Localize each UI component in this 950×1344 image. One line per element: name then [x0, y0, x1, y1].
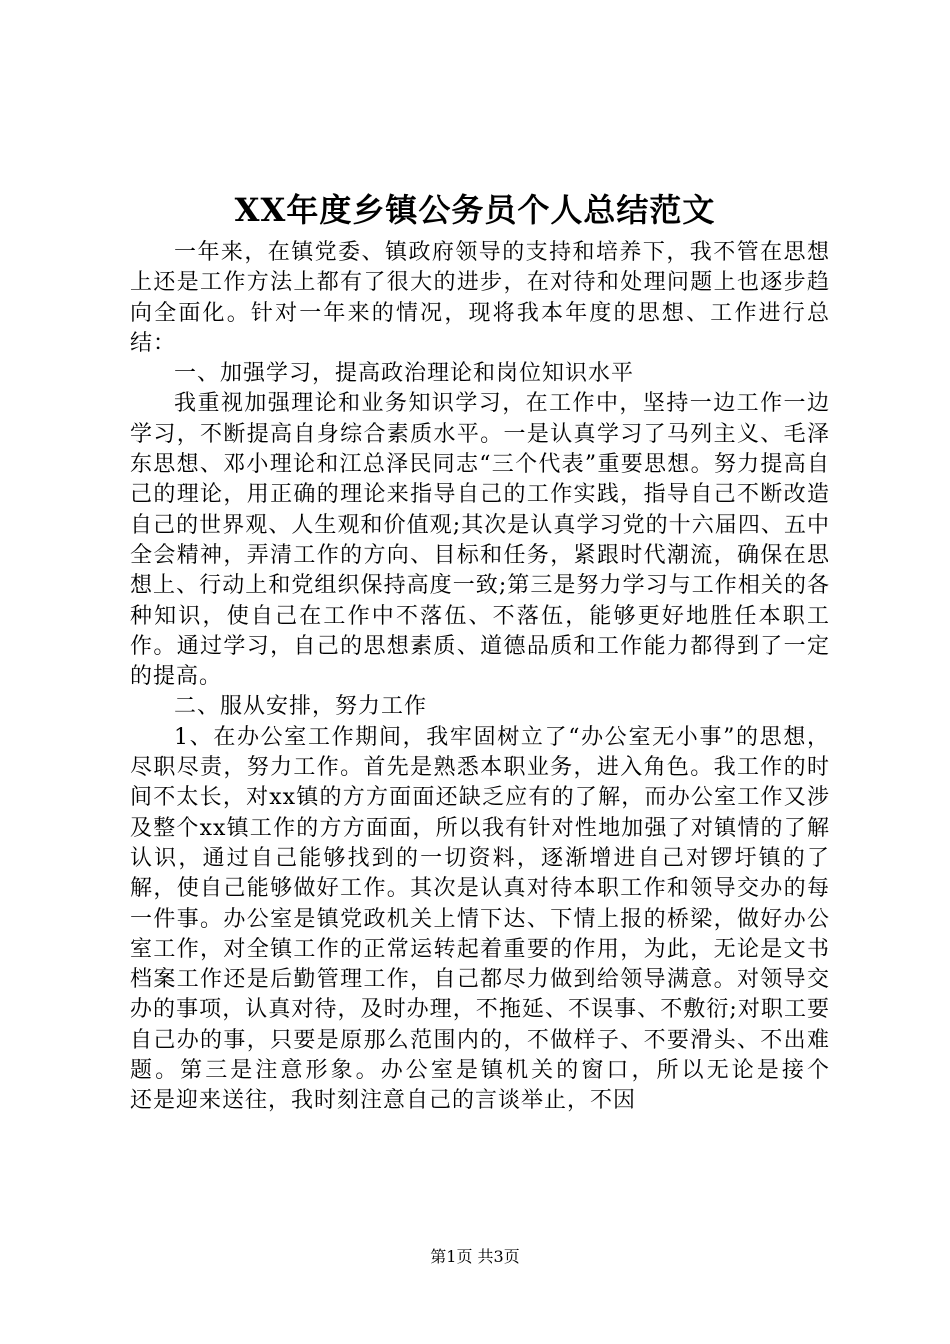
document-title: XX年度乡镇公务员个人总结范文 — [234, 191, 716, 229]
study-paragraph: 我重视加强理论和业务知识学习，在工作中，坚持一边工作一边学习，不断提高自身综合素质水平。一是认真学习了马列主义、毛泽东思想、邓小理论和江总泽民同志“三个代表”重要思想。努力提高自己的理论，用正确的理论来指导自己的工作实践，指导自己不断改造自己的世界观、人生观和价值观;其次是认真学习党的十六届四、五中全会精神，弄清工作的方向、目标和任务，紧跟时代潮流，确保在思想上、行动上和党组织保持高度一致;第三是努力学习与工作相关的各种知识，使自己在工作中不落伍、不落伍，能够更好地胜任本职工作。通过学习，自己的思想素质、道德品质和工作能力都得到了一定的提高。 — [130, 391, 830, 690]
office-work-paragraph: 1、在办公室工作期间，我牢固树立了“办公室无小事”的思想，尽职尽责，努力工作。首先是熟悉本职业务，进入角色。我工作的时间不太长，对xx镇的方方面面还缺乏应有的了解，而办公室工作又涉及整个xx镇工作的方方面面，所以我有针对性地加强了对镇情的了解认识，通过自己能够找到的一切资料，逐渐增进自己对锣圩镇的了解，使自己能够做好工作。其次是认真对待本职工作和领导交办的每一件事。办公室是镇党政机关上情下达、下情上报的桥梁，做好办公室工作，对全镇工作的正常运转起着重要的作用，为此，无论是文书档案工作还是后勤管理工作，自己都尽力做到给领导满意。对领导交办的事项，认真对待，及时办理，不拖延、不误事、不敷衍;对职工要自己办的事，只要是原那么范围内的，不做样子、不要滑头、不出难题。第三是注意形象。办公室是镇机关的窗口，所以无论是接个 还是迎来送往，我时刻注意自己的言谈举止，不因 — [130, 724, 877, 1114]
document-body — [130, 238, 877, 1117]
section-heading-1: 一、加强学习，提高政治理论和岗位知识水平 — [174, 361, 635, 387]
page-number-footer: 第1页 共3页 — [430, 1247, 520, 1266]
intro-paragraph: 一年来，在镇党委、镇政府领导的支持和培养下，我不管在思想上还是工作方法上都有了很大的进步，在对待和处理问题上也逐步趋向全面化。针对一年来的情况，现将我本年度的思想、工作进行总结： — [130, 240, 830, 356]
section-heading-2: 二、服从安排，努力工作 — [174, 694, 428, 720]
